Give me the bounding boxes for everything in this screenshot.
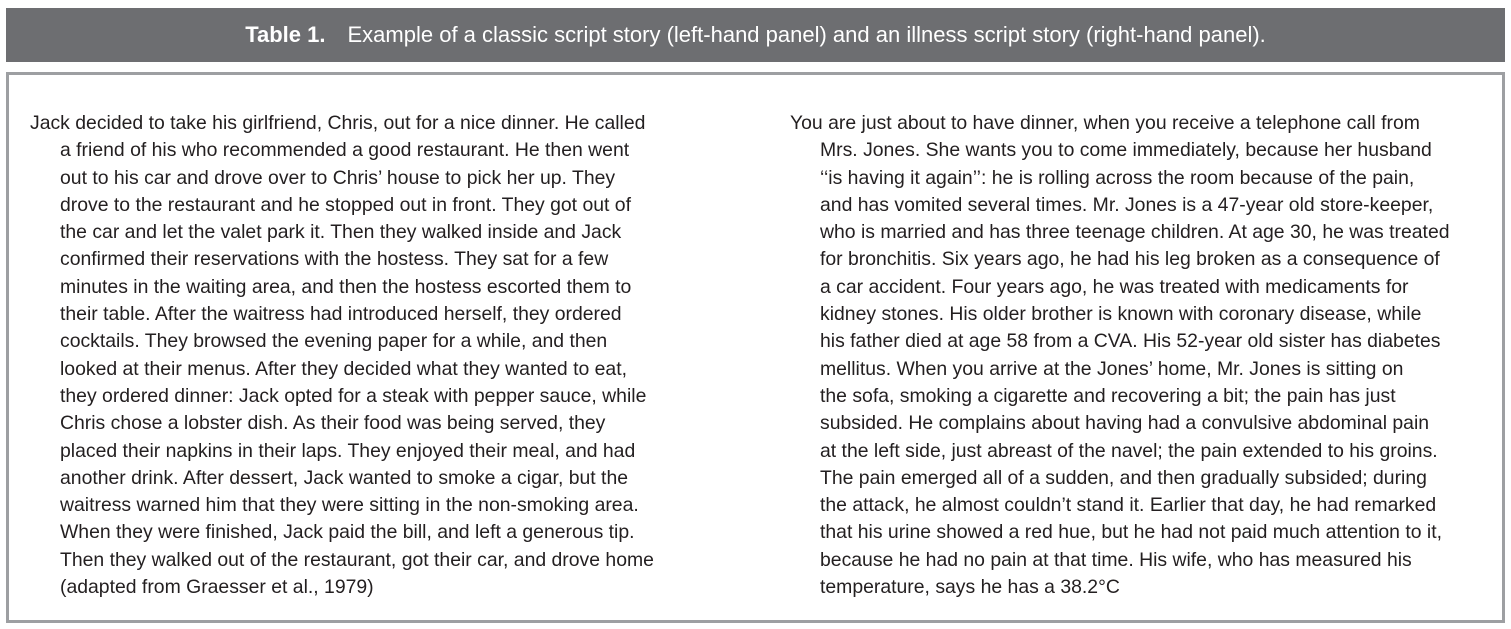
story-line: temperature, says he has a 38.2°C [820, 576, 1120, 599]
table-caption: Example of a classic script story (left-hand panel) and an illness script story (right-hand panel). [347, 22, 1266, 47]
story-line: at the left side, just abreast of the navel; the pain extended to his groins. [820, 439, 1438, 462]
story-line: because he had no pain at that time. His wife, who has measured his [820, 548, 1412, 571]
story-line: waitress warned him that they were sitting in the non-smoking area. [60, 494, 639, 517]
story-line: When they were finished, Jack paid the bill, and left a generous tip. [60, 521, 635, 544]
story-line: looked at their menus. After they decided what they wanted to eat, [60, 357, 627, 380]
story-line: subsided. He complains about having had a convulsive abdominal pain [820, 412, 1430, 435]
story-line: drove to the restaurant and he stopped out in front. They got out of [60, 193, 631, 216]
story-line: the attack, he almost couldn’t stand it. Earlier that day, he had remarked [820, 494, 1437, 517]
story-line: out to his car and drove over to Chris’ house to pick her up. They [60, 166, 616, 189]
story-line: Chris chose a lobster dish. As their food was being served, they [60, 412, 606, 435]
story-line: The pain emerged all of a sudden, and then gradually subsided; during [820, 466, 1427, 489]
citation-line: (adapted from Graesser et al., 1979) [60, 576, 374, 599]
table-label: Table 1. [245, 22, 326, 47]
story-line: a car accident. Four years ago, he was treated with medicaments for [820, 275, 1409, 298]
classic-script-story-panel [30, 110, 654, 601]
story-line: a friend of his who recommended a good restaurant. He then went [60, 139, 630, 162]
story-line: cocktails. They browsed the evening paper for a while, and then [60, 330, 608, 353]
story-line: minutes in the waiting area, and then the hostess escorted them to [60, 275, 632, 298]
story-line: confirmed their reservations with the hostess. They sat for a few [60, 248, 609, 271]
story-line: You are just about to have dinner, when you receive a telephone call from [790, 112, 1420, 134]
illness-script-story-panel [790, 110, 1450, 601]
story-line: another drink. After dessert, Jack wanted to smoke a cigar, but the [60, 466, 629, 489]
table-caption-bar [6, 8, 1505, 62]
story-line: who is married and has three teenage children. At age 30, he was treated [820, 221, 1450, 244]
story-line: for bronchitis. Six years ago, he had his leg broken as a consequence of [820, 248, 1440, 271]
story-line: his father died at age 58 from a CVA. His 52-year old sister has diabetes [820, 330, 1441, 353]
story-line: Then they walked out of the restaurant, got their car, and drove home [60, 548, 654, 571]
story-line: Mrs. Jones. She wants you to come immediately, because her husband [820, 139, 1432, 162]
story-line: kidney stones. His older brother is known with coronary disease, while [820, 303, 1422, 326]
story-line: mellitus. When you arrive at the Jones’ home, Mr. Jones is sitting on [820, 357, 1404, 380]
story-line: Jack decided to take his girlfriend, Chris, out for a nice dinner. He called [30, 112, 646, 134]
table-body [6, 72, 1505, 623]
story-line: ‘‘is having it again’’: he is rolling across the room because of the pain, [820, 166, 1415, 189]
story-line: the car and let the valet park it. Then they walked inside and Jack [60, 221, 622, 244]
story-line: and has vomited several times. Mr. Jones is a 47-year old store-keeper, [820, 193, 1434, 216]
story-line: they ordered dinner: Jack opted for a steak with pepper sauce, while [60, 384, 647, 407]
story-line: their table. After the waitress had introduced herself, they ordered [60, 303, 622, 326]
story-line: that his urine showed a red hue, but he had not paid much attention to it, [820, 521, 1442, 544]
story-line: the sofa, smoking a cigarette and recovering a bit; the pain has just [820, 384, 1396, 407]
story-line: placed their napkins in their laps. They enjoyed their meal, and had [60, 439, 636, 462]
